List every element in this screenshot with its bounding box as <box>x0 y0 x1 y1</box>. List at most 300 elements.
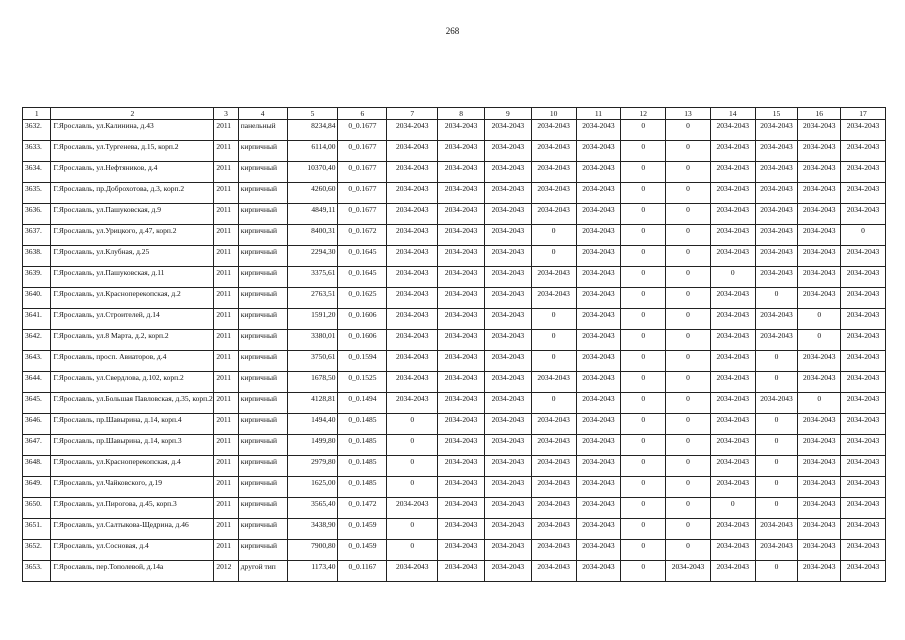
area-cell: 8400,31 <box>287 225 338 246</box>
work-period-cell: 2034-2043 <box>387 246 438 267</box>
work-period-cell: 2034-2043 <box>841 162 886 183</box>
work-period-cell: 0 <box>666 267 711 288</box>
work-period-cell: 2034-2043 <box>387 204 438 225</box>
wall-material-cell: кирпичный <box>238 141 287 162</box>
coefficient-cell: 0_0.1485 <box>338 414 387 435</box>
wall-material-cell: кирпичный <box>238 456 287 477</box>
coefficient-cell: 0_0.1645 <box>338 267 387 288</box>
work-period-cell: 0 <box>666 414 711 435</box>
work-period-cell: 0 <box>798 393 841 414</box>
wall-material-cell: кирпичный <box>238 351 287 372</box>
row-number-cell: 3640. <box>23 288 51 309</box>
work-period-cell: 2034-2043 <box>841 141 886 162</box>
work-period-cell: 2034-2043 <box>484 267 531 288</box>
work-period-cell: 0 <box>798 309 841 330</box>
area-cell: 1173,40 <box>287 561 338 582</box>
work-period-cell: 2034-2043 <box>576 267 621 288</box>
work-period-cell: 2034-2043 <box>710 456 755 477</box>
column-header: 11 <box>576 108 621 120</box>
address-cell: Г.Ярославль, ул.Калинина, д.43 <box>51 120 214 141</box>
work-period-cell: 2034-2043 <box>755 393 798 414</box>
work-period-cell: 0 <box>798 330 841 351</box>
work-period-cell: 0 <box>621 414 666 435</box>
work-period-cell: 2034-2043 <box>484 456 531 477</box>
work-period-cell: 2034-2043 <box>531 498 576 519</box>
work-period-cell: 2034-2043 <box>531 477 576 498</box>
work-period-cell: 2034-2043 <box>576 120 621 141</box>
work-period-cell: 2034-2043 <box>755 225 798 246</box>
work-period-cell: 0 <box>755 477 798 498</box>
work-period-cell: 2034-2043 <box>387 561 438 582</box>
work-period-cell: 2034-2043 <box>755 246 798 267</box>
coefficient-cell: 0_0.1677 <box>338 183 387 204</box>
work-period-cell: 2034-2043 <box>484 246 531 267</box>
column-header: 6 <box>338 108 387 120</box>
work-period-cell: 0 <box>531 351 576 372</box>
row-number-cell: 3643. <box>23 351 51 372</box>
row-number-cell: 3632. <box>23 120 51 141</box>
work-period-cell: 2034-2043 <box>531 183 576 204</box>
work-period-cell: 0 <box>666 330 711 351</box>
work-period-cell: 2034-2043 <box>576 225 621 246</box>
wall-material-cell: кирпичный <box>238 225 287 246</box>
work-period-cell: 2034-2043 <box>484 330 531 351</box>
work-period-cell: 0 <box>621 456 666 477</box>
work-period-cell: 0 <box>666 456 711 477</box>
area-cell: 2979,80 <box>287 456 338 477</box>
work-period-cell: 2034-2043 <box>438 141 485 162</box>
work-period-cell: 0 <box>666 141 711 162</box>
wall-material-cell: кирпичный <box>238 162 287 183</box>
work-period-cell: 2034-2043 <box>576 309 621 330</box>
work-period-cell: 2034-2043 <box>710 120 755 141</box>
area-cell: 2294,30 <box>287 246 338 267</box>
work-period-cell: 0 <box>621 435 666 456</box>
row-number-cell: 3637. <box>23 225 51 246</box>
work-period-cell: 2034-2043 <box>576 330 621 351</box>
work-period-cell: 2034-2043 <box>576 519 621 540</box>
work-period-cell: 0 <box>621 561 666 582</box>
work-period-cell: 0 <box>621 162 666 183</box>
year-cell: 2011 <box>214 288 238 309</box>
coefficient-cell: 0_0.1677 <box>338 120 387 141</box>
work-period-cell: 0 <box>666 288 711 309</box>
work-period-cell: 2034-2043 <box>798 519 841 540</box>
column-header: 10 <box>531 108 576 120</box>
work-period-cell: 2034-2043 <box>387 225 438 246</box>
work-period-cell: 2034-2043 <box>484 183 531 204</box>
year-cell: 2011 <box>214 519 238 540</box>
work-period-cell: 2034-2043 <box>841 561 886 582</box>
coefficient-cell: 0_0.1677 <box>338 204 387 225</box>
work-period-cell: 0 <box>710 267 755 288</box>
work-period-cell: 2034-2043 <box>798 246 841 267</box>
work-period-cell: 2034-2043 <box>710 288 755 309</box>
address-cell: Г.Ярославль, ул.Пирогова, д.45, корп.3 <box>51 498 214 519</box>
work-period-cell: 2034-2043 <box>576 540 621 561</box>
table-row <box>23 330 886 351</box>
work-period-cell: 2034-2043 <box>531 372 576 393</box>
work-period-cell: 2034-2043 <box>576 393 621 414</box>
work-period-cell: 2034-2043 <box>484 141 531 162</box>
wall-material-cell: кирпичный <box>238 309 287 330</box>
address-cell: Г.Ярославль, ул.Пашуковская, д.9 <box>51 204 214 225</box>
work-period-cell: 2034-2043 <box>841 120 886 141</box>
work-period-cell: 2034-2043 <box>484 288 531 309</box>
work-period-cell: 2034-2043 <box>531 288 576 309</box>
work-period-cell: 2034-2043 <box>576 288 621 309</box>
year-cell: 2011 <box>214 330 238 351</box>
work-period-cell: 0 <box>666 183 711 204</box>
area-cell: 3375,61 <box>287 267 338 288</box>
work-period-cell: 2034-2043 <box>484 477 531 498</box>
work-period-cell: 2034-2043 <box>438 309 485 330</box>
work-period-cell: 2034-2043 <box>798 267 841 288</box>
work-period-cell: 2034-2043 <box>710 435 755 456</box>
wall-material-cell: кирпичный <box>238 519 287 540</box>
address-cell: Г.Ярославль, пр.Доброхотова, д.3, корп.2 <box>51 183 214 204</box>
year-cell: 2011 <box>214 120 238 141</box>
work-period-cell: 2034-2043 <box>438 288 485 309</box>
work-period-cell: 2034-2043 <box>438 435 485 456</box>
work-period-cell: 2034-2043 <box>387 267 438 288</box>
work-period-cell: 2034-2043 <box>484 309 531 330</box>
work-period-cell: 2034-2043 <box>484 561 531 582</box>
table-row <box>23 141 886 162</box>
work-period-cell: 2034-2043 <box>484 393 531 414</box>
area-cell: 3380,01 <box>287 330 338 351</box>
work-period-cell: 2034-2043 <box>841 246 886 267</box>
address-cell: Г.Ярославль, ул.Нефтяников, д.4 <box>51 162 214 183</box>
work-period-cell: 0 <box>531 246 576 267</box>
address-cell: Г.Ярославль, ул.Клубная, д.25 <box>51 246 214 267</box>
area-cell: 4128,81 <box>287 393 338 414</box>
work-period-cell: 2034-2043 <box>484 372 531 393</box>
work-period-cell: 2034-2043 <box>755 162 798 183</box>
work-period-cell: 0 <box>755 456 798 477</box>
work-period-cell: 2034-2043 <box>798 183 841 204</box>
column-header: 17 <box>841 108 886 120</box>
work-period-cell: 2034-2043 <box>484 351 531 372</box>
work-period-cell: 0 <box>387 540 438 561</box>
work-period-cell: 2034-2043 <box>387 498 438 519</box>
work-period-cell: 2034-2043 <box>798 225 841 246</box>
column-header: 8 <box>438 108 485 120</box>
year-cell: 2011 <box>214 141 238 162</box>
column-header: 12 <box>621 108 666 120</box>
work-period-cell: 2034-2043 <box>755 183 798 204</box>
work-period-cell: 2034-2043 <box>484 498 531 519</box>
year-cell: 2012 <box>214 561 238 582</box>
work-period-cell: 2034-2043 <box>710 225 755 246</box>
work-period-cell: 0 <box>621 372 666 393</box>
work-period-cell: 2034-2043 <box>576 561 621 582</box>
work-period-cell: 2034-2043 <box>576 414 621 435</box>
work-period-cell: 2034-2043 <box>841 183 886 204</box>
table-row <box>23 204 886 225</box>
work-period-cell: 2034-2043 <box>438 498 485 519</box>
work-period-cell: 2034-2043 <box>484 162 531 183</box>
year-cell: 2011 <box>214 372 238 393</box>
work-period-cell: 2034-2043 <box>755 540 798 561</box>
work-period-cell: 2034-2043 <box>484 120 531 141</box>
work-period-cell: 2034-2043 <box>438 561 485 582</box>
work-period-cell: 0 <box>387 519 438 540</box>
work-period-cell: 2034-2043 <box>531 561 576 582</box>
work-period-cell: 2034-2043 <box>531 141 576 162</box>
address-cell: Г.Ярославль, ул.Большая Павловская, д.35, корп.2 <box>51 393 214 414</box>
row-number-cell: 3650. <box>23 498 51 519</box>
work-period-cell: 2034-2043 <box>484 540 531 561</box>
work-period-cell: 2034-2043 <box>438 519 485 540</box>
work-period-cell: 2034-2043 <box>438 246 485 267</box>
area-cell: 3438,90 <box>287 519 338 540</box>
work-period-cell: 0 <box>621 120 666 141</box>
work-period-cell: 0 <box>531 309 576 330</box>
work-period-cell: 2034-2043 <box>755 330 798 351</box>
coefficient-cell: 0_0.1472 <box>338 498 387 519</box>
coefficient-cell: 0_0.1606 <box>338 309 387 330</box>
work-period-cell: 2034-2043 <box>755 519 798 540</box>
work-period-cell: 2034-2043 <box>531 204 576 225</box>
work-period-cell: 0 <box>531 225 576 246</box>
wall-material-cell: кирпичный <box>238 204 287 225</box>
work-period-cell: 2034-2043 <box>576 477 621 498</box>
table-row <box>23 414 886 435</box>
work-period-cell: 2034-2043 <box>710 309 755 330</box>
work-period-cell: 2034-2043 <box>531 519 576 540</box>
work-period-cell: 2034-2043 <box>755 267 798 288</box>
work-period-cell: 0 <box>666 309 711 330</box>
wall-material-cell: кирпичный <box>238 246 287 267</box>
work-period-cell: 2034-2043 <box>798 561 841 582</box>
address-cell: Г.Ярославль, просп. Авиаторов, д.4 <box>51 351 214 372</box>
work-period-cell: 2034-2043 <box>576 204 621 225</box>
work-period-cell: 0 <box>755 372 798 393</box>
table-row <box>23 435 886 456</box>
work-period-cell: 2034-2043 <box>576 183 621 204</box>
work-period-cell: 0 <box>621 309 666 330</box>
work-period-cell: 2034-2043 <box>438 351 485 372</box>
work-period-cell: 2034-2043 <box>438 225 485 246</box>
year-cell: 2011 <box>214 393 238 414</box>
work-period-cell: 2034-2043 <box>387 309 438 330</box>
column-header: 9 <box>484 108 531 120</box>
address-cell: Г.Ярославль, ул.Тургенева, д.15, корп.2 <box>51 141 214 162</box>
work-period-cell: 0 <box>621 141 666 162</box>
row-number-cell: 3634. <box>23 162 51 183</box>
table-row <box>23 477 886 498</box>
work-period-cell: 2034-2043 <box>438 414 485 435</box>
work-period-cell: 2034-2043 <box>710 477 755 498</box>
column-header: 7 <box>387 108 438 120</box>
work-period-cell: 2034-2043 <box>438 456 485 477</box>
work-period-cell: 2034-2043 <box>576 246 621 267</box>
work-period-cell: 2034-2043 <box>576 498 621 519</box>
work-period-cell: 2034-2043 <box>841 393 886 414</box>
work-period-cell: 0 <box>666 498 711 519</box>
column-header: 2 <box>51 108 214 120</box>
work-period-cell: 2034-2043 <box>387 372 438 393</box>
address-cell: Г.Ярославль, ул.Строителей, д.14 <box>51 309 214 330</box>
work-period-cell: 2034-2043 <box>484 435 531 456</box>
work-period-cell: 0 <box>755 351 798 372</box>
year-cell: 2011 <box>214 267 238 288</box>
work-period-cell: 2034-2043 <box>710 351 755 372</box>
work-period-cell: 2034-2043 <box>387 351 438 372</box>
work-period-cell: 0 <box>621 267 666 288</box>
work-period-cell: 2034-2043 <box>438 183 485 204</box>
work-period-cell: 2034-2043 <box>438 330 485 351</box>
year-cell: 2011 <box>214 477 238 498</box>
work-period-cell: 0 <box>387 477 438 498</box>
work-period-cell: 2034-2043 <box>531 120 576 141</box>
address-cell: Г.Ярославль, ул.Красноперекопская, д.2 <box>51 288 214 309</box>
wall-material-cell: кирпичный <box>238 393 287 414</box>
row-number-cell: 3641. <box>23 309 51 330</box>
row-number-cell: 3652. <box>23 540 51 561</box>
housing-register-table <box>22 107 886 582</box>
work-period-cell: 2034-2043 <box>387 288 438 309</box>
year-cell: 2011 <box>214 162 238 183</box>
area-cell: 3750,61 <box>287 351 338 372</box>
work-period-cell: 2034-2043 <box>798 540 841 561</box>
work-period-cell: 2034-2043 <box>841 372 886 393</box>
year-cell: 2011 <box>214 204 238 225</box>
work-period-cell: 0 <box>666 162 711 183</box>
work-period-cell: 2034-2043 <box>531 435 576 456</box>
work-period-cell: 0 <box>666 435 711 456</box>
work-period-cell: 0 <box>666 246 711 267</box>
work-period-cell: 2034-2043 <box>531 456 576 477</box>
wall-material-cell: панельный <box>238 120 287 141</box>
row-number-cell: 3645. <box>23 393 51 414</box>
work-period-cell: 0 <box>531 330 576 351</box>
work-period-cell: 2034-2043 <box>710 393 755 414</box>
address-cell: Г.Ярославль, ул.Свердлова, д.102, корп.2 <box>51 372 214 393</box>
column-header: 3 <box>214 108 238 120</box>
row-number-cell: 3646. <box>23 414 51 435</box>
area-cell: 10370,40 <box>287 162 338 183</box>
column-header: 4 <box>238 108 287 120</box>
table-row <box>23 267 886 288</box>
work-period-cell: 2034-2043 <box>841 477 886 498</box>
coefficient-cell: 0_0.1525 <box>338 372 387 393</box>
column-header: 5 <box>287 108 338 120</box>
work-period-cell: 0 <box>666 540 711 561</box>
row-number-cell: 3651. <box>23 519 51 540</box>
work-period-cell: 0 <box>621 393 666 414</box>
area-cell: 4849,11 <box>287 204 338 225</box>
area-cell: 4260,60 <box>287 183 338 204</box>
row-number-cell: 3635. <box>23 183 51 204</box>
coefficient-cell: 0_0.1167 <box>338 561 387 582</box>
area-cell: 7900,80 <box>287 540 338 561</box>
table-row <box>23 540 886 561</box>
row-number-cell: 3633. <box>23 141 51 162</box>
table-row <box>23 519 886 540</box>
table-row <box>23 162 886 183</box>
work-period-cell: 2034-2043 <box>387 393 438 414</box>
work-period-cell: 0 <box>387 414 438 435</box>
table-row <box>23 372 886 393</box>
table-row <box>23 246 886 267</box>
wall-material-cell: кирпичный <box>238 183 287 204</box>
column-header: 16 <box>798 108 841 120</box>
coefficient-cell: 0_0.1494 <box>338 393 387 414</box>
work-period-cell: 2034-2043 <box>576 435 621 456</box>
year-cell: 2011 <box>214 456 238 477</box>
table-row <box>23 288 886 309</box>
work-period-cell: 2034-2043 <box>755 204 798 225</box>
address-cell: Г.Ярославль, пр.Шавырина, д.14, корп.3 <box>51 435 214 456</box>
year-cell: 2011 <box>214 435 238 456</box>
address-cell: Г.Ярославль, ул.Пашуковская, д.11 <box>51 267 214 288</box>
table-row <box>23 456 886 477</box>
coefficient-cell: 0_0.1485 <box>338 435 387 456</box>
area-cell: 8234,84 <box>287 120 338 141</box>
work-period-cell: 2034-2043 <box>710 330 755 351</box>
area-cell: 1625,00 <box>287 477 338 498</box>
work-period-cell: 2034-2043 <box>438 393 485 414</box>
work-period-cell: 2034-2043 <box>531 414 576 435</box>
coefficient-cell: 0_0.1677 <box>338 141 387 162</box>
work-period-cell: 2034-2043 <box>387 141 438 162</box>
work-period-cell: 2034-2043 <box>841 498 886 519</box>
column-header: 13 <box>666 108 711 120</box>
coefficient-cell: 0_0.1459 <box>338 540 387 561</box>
wall-material-cell: кирпичный <box>238 330 287 351</box>
work-period-cell: 2034-2043 <box>798 204 841 225</box>
work-period-cell: 2034-2043 <box>798 120 841 141</box>
work-period-cell: 2034-2043 <box>710 414 755 435</box>
work-period-cell: 0 <box>387 435 438 456</box>
work-period-cell: 0 <box>755 435 798 456</box>
work-period-cell: 2034-2043 <box>438 540 485 561</box>
work-period-cell: 2034-2043 <box>710 372 755 393</box>
area-cell: 1494,40 <box>287 414 338 435</box>
work-period-cell: 2034-2043 <box>710 561 755 582</box>
work-period-cell: 0 <box>666 225 711 246</box>
work-period-cell: 0 <box>621 204 666 225</box>
wall-material-cell: кирпичный <box>238 414 287 435</box>
wall-material-cell: кирпичный <box>238 540 287 561</box>
work-period-cell: 0 <box>755 414 798 435</box>
work-period-cell: 0 <box>666 519 711 540</box>
address-cell: Г.Ярославль, пр.Шавырина, д.14, корп.4 <box>51 414 214 435</box>
address-cell: Г.Ярославль, ул.Салтыкова-Щедрина, д.46 <box>51 519 214 540</box>
table-row <box>23 351 886 372</box>
address-cell: Г.Ярославль, ул.Красноперекопская, д.4 <box>51 456 214 477</box>
year-cell: 2011 <box>214 351 238 372</box>
work-period-cell: 2034-2043 <box>841 435 886 456</box>
page-number: 268 <box>445 26 460 36</box>
work-period-cell: 0 <box>531 393 576 414</box>
work-period-cell: 2034-2043 <box>755 141 798 162</box>
row-number-cell: 3638. <box>23 246 51 267</box>
work-period-cell: 2034-2043 <box>438 204 485 225</box>
year-cell: 2011 <box>214 414 238 435</box>
work-period-cell: 2034-2043 <box>438 120 485 141</box>
row-number-cell: 3636. <box>23 204 51 225</box>
work-period-cell: 2034-2043 <box>438 477 485 498</box>
row-number-cell: 3653. <box>23 561 51 582</box>
work-period-cell: 2034-2043 <box>798 351 841 372</box>
work-period-cell: 0 <box>621 246 666 267</box>
year-cell: 2011 <box>214 309 238 330</box>
work-period-cell: 2034-2043 <box>387 162 438 183</box>
wall-material-cell: кирпичный <box>238 267 287 288</box>
